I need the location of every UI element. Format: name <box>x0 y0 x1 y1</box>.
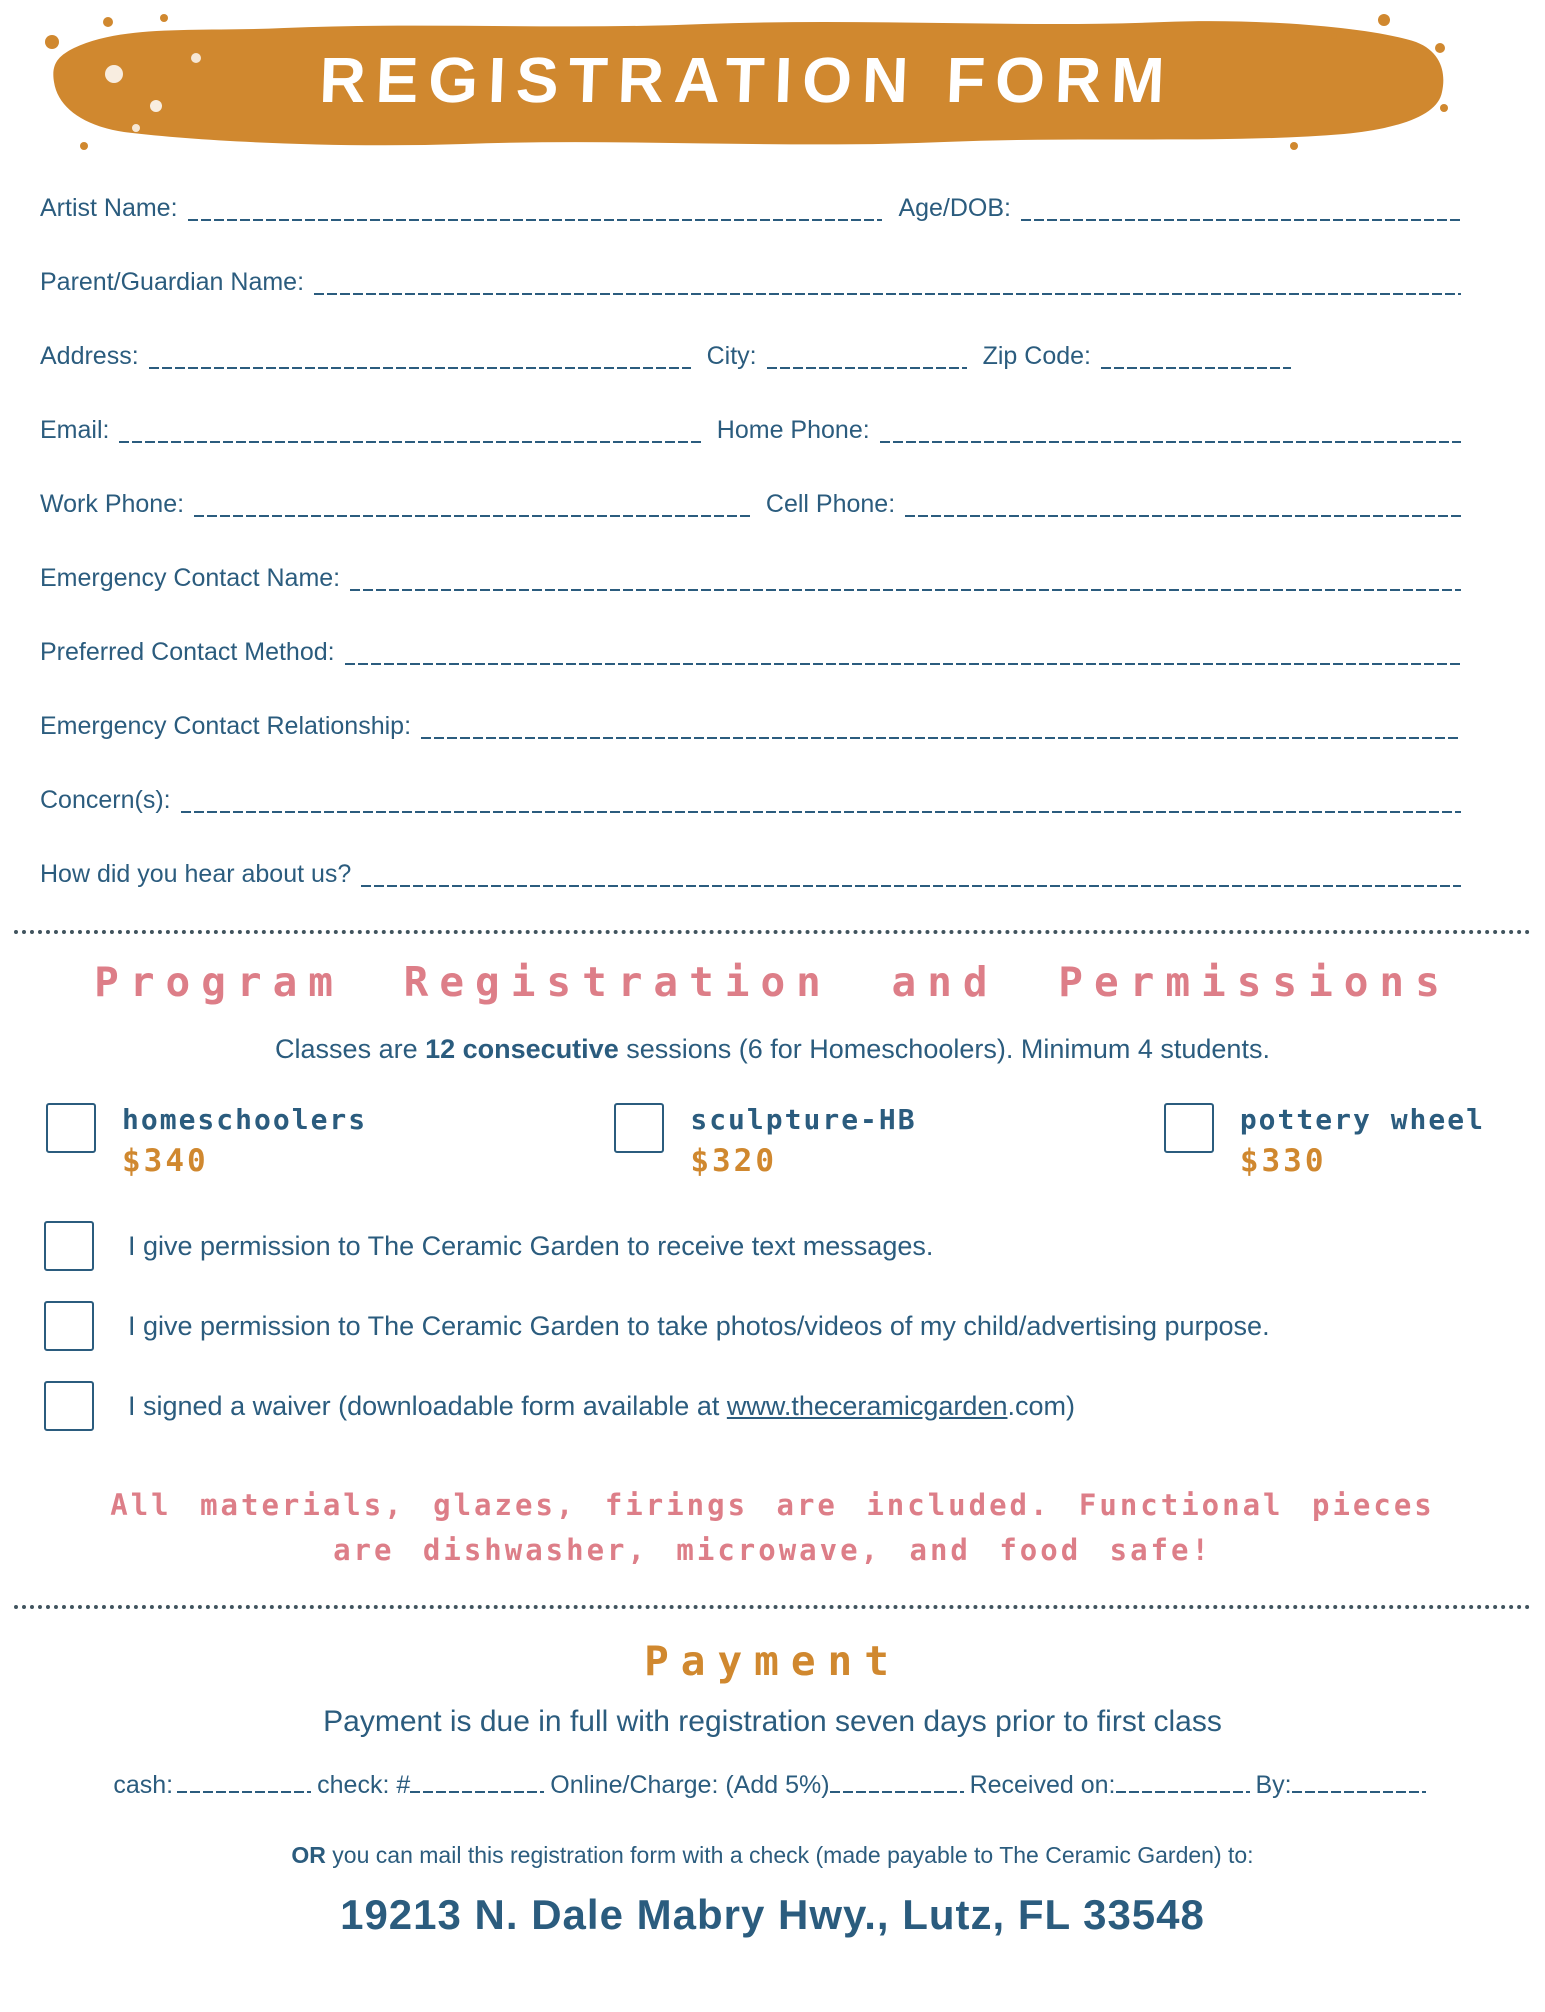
payment-record-line <box>0 1771 1545 1800</box>
program-intro <box>0 1034 1545 1065</box>
option-homeschoolers <box>46 1103 367 1179</box>
form-row-parent <box>40 264 1461 297</box>
form-row-email <box>40 412 1461 445</box>
cash-blank[interactable] <box>177 1777 311 1793</box>
program-section-heading: Program Registration and Permissions <box>94 958 1451 1006</box>
form-row-address <box>40 338 1461 371</box>
form-row-artist <box>40 190 1461 223</box>
form-row-emergency-name <box>40 560 1461 593</box>
program-intro-suffix: sessions (6 for Homeschoolers). Minimum 4 students. <box>618 1034 1270 1064</box>
form-row-phones <box>40 486 1461 519</box>
work-phone-blank[interactable] <box>194 489 750 519</box>
zip-code-label: Zip Code: <box>982 342 1091 370</box>
program-options <box>0 1103 1545 1179</box>
form-row-preferred-contact <box>40 634 1461 667</box>
materials-note-line1: All materials, glazes, firings are included. Functional pieces <box>110 1488 1435 1522</box>
received-on-label: Received on: <box>969 1771 1116 1799</box>
city-blank[interactable] <box>767 341 967 371</box>
option-pottery-wheel-text <box>1240 1103 1485 1179</box>
section-divider-top <box>14 930 1531 934</box>
waiver-text-prefix: I signed a waiver (downloadable form available at <box>128 1390 727 1421</box>
parent-guardian-label: Parent/Guardian Name: <box>40 268 305 296</box>
option-sculpture <box>614 1103 916 1179</box>
photos-checkbox[interactable] <box>44 1301 94 1351</box>
pottery-wheel-price: $330 <box>1239 1143 1327 1179</box>
payment-section-heading: Payment <box>644 1637 901 1685</box>
mailing-address: 19213 N. Dale Mabry Hwy., Lutz, FL 33548 <box>340 1891 1205 1938</box>
preferred-contact-method-label: Preferred Contact Method: <box>40 638 335 666</box>
program-intro-prefix: Classes are <box>275 1034 426 1064</box>
option-homeschoolers-text <box>122 1103 367 1179</box>
cash-label: cash: <box>113 1771 174 1799</box>
form-row-concerns <box>40 782 1461 815</box>
preferred-contact-method-blank[interactable] <box>345 637 1461 667</box>
artist-name-blank[interactable] <box>188 193 883 223</box>
or-label: OR <box>291 1842 326 1868</box>
homeschoolers-price: $340 <box>122 1143 209 1179</box>
by-label: By: <box>1255 1771 1292 1799</box>
form-row-hear-about <box>40 856 1461 889</box>
cell-phone-label: Cell Phone: <box>765 490 896 518</box>
mail-instructions <box>0 1842 1545 1869</box>
sculpture-price: $320 <box>690 1143 777 1179</box>
check-number-blank[interactable] <box>410 1777 544 1793</box>
check-label: check: # <box>317 1771 411 1799</box>
website-link[interactable]: www.theceramicgarden <box>726 1390 1008 1421</box>
form-row-emergency-relationship <box>40 708 1461 741</box>
page-title: REGISTRATION FORM <box>318 44 1176 117</box>
payment-due-text: Payment is due in full with registration seven days prior to first class <box>323 1705 1222 1738</box>
received-on-blank[interactable] <box>1116 1777 1250 1793</box>
cell-phone-blank[interactable] <box>905 489 1461 519</box>
registration-form-page <box>0 12 1545 1939</box>
artist-name-label: Artist Name: <box>40 194 178 222</box>
emergency-contact-relationship-label: Emergency Contact Relationship: <box>40 712 412 740</box>
form-header <box>44 12 1450 154</box>
emergency-contact-relationship-blank[interactable] <box>421 711 1461 741</box>
address-label: Address: <box>40 342 139 370</box>
age-dob-label: Age/DOB: <box>898 194 1011 222</box>
zip-code-blank[interactable] <box>1101 341 1291 371</box>
waiver-permission-text <box>128 1391 1075 1422</box>
materials-note-line2: are dishwasher, microwave, and food safe! <box>333 1533 1212 1567</box>
email-blank[interactable] <box>119 415 700 445</box>
contact-info-section <box>0 154 1545 889</box>
address-blank[interactable] <box>149 341 691 371</box>
waiver-text-suffix: .com) <box>1007 1390 1075 1421</box>
payment-section <box>0 1637 1545 1939</box>
program-intro-bold: 12 consecutive <box>425 1034 619 1064</box>
online-charge-label: Online/Charge: (Add 5%) <box>550 1771 830 1799</box>
hear-about-us-blank[interactable] <box>361 859 1461 889</box>
permission-row-text-messages <box>0 1221 1545 1271</box>
pottery-wheel-label: pottery wheel <box>1239 1103 1485 1136</box>
homeschoolers-checkbox[interactable] <box>46 1103 96 1153</box>
hear-about-us-label: How did you hear about us? <box>40 860 352 888</box>
home-phone-blank[interactable] <box>880 415 1461 445</box>
homeschoolers-label: homeschoolers <box>122 1103 368 1136</box>
waiver-checkbox[interactable] <box>44 1381 94 1431</box>
by-blank[interactable] <box>1292 1777 1426 1793</box>
option-pottery-wheel <box>1164 1103 1485 1179</box>
age-dob-blank[interactable] <box>1021 193 1461 223</box>
text-messages-permission-text: I give permission to The Ceramic Garden to receive text messages. <box>128 1230 934 1261</box>
city-label: City: <box>706 342 757 370</box>
option-sculpture-text <box>690 1103 916 1179</box>
photos-permission-text: I give permission to The Ceramic Garden to take photos/videos of my child/advertising purpose. <box>128 1310 1270 1341</box>
pottery-wheel-checkbox[interactable] <box>1164 1103 1214 1153</box>
home-phone-label: Home Phone: <box>716 416 870 444</box>
emergency-contact-name-label: Emergency Contact Name: <box>40 564 341 592</box>
parent-guardian-blank[interactable] <box>314 267 1461 297</box>
permission-row-waiver <box>0 1381 1545 1431</box>
permission-row-photos <box>0 1301 1545 1351</box>
work-phone-label: Work Phone: <box>40 490 185 518</box>
sculpture-checkbox[interactable] <box>614 1103 664 1153</box>
materials-note <box>0 1483 1545 1573</box>
sculpture-label: sculpture-HB <box>690 1103 917 1136</box>
emergency-contact-name-blank[interactable] <box>350 563 1461 593</box>
email-label: Email: <box>40 416 110 444</box>
concerns-blank[interactable] <box>181 785 1461 815</box>
text-messages-checkbox[interactable] <box>44 1221 94 1271</box>
mail-instructions-text: you can mail this registration form with a check (made payable to The Ceramic Garden) to: <box>325 1842 1254 1868</box>
concerns-label: Concern(s): <box>40 786 171 814</box>
section-divider-bottom <box>14 1605 1531 1609</box>
program-section <box>0 958 1545 1573</box>
online-charge-blank[interactable] <box>830 1777 964 1793</box>
